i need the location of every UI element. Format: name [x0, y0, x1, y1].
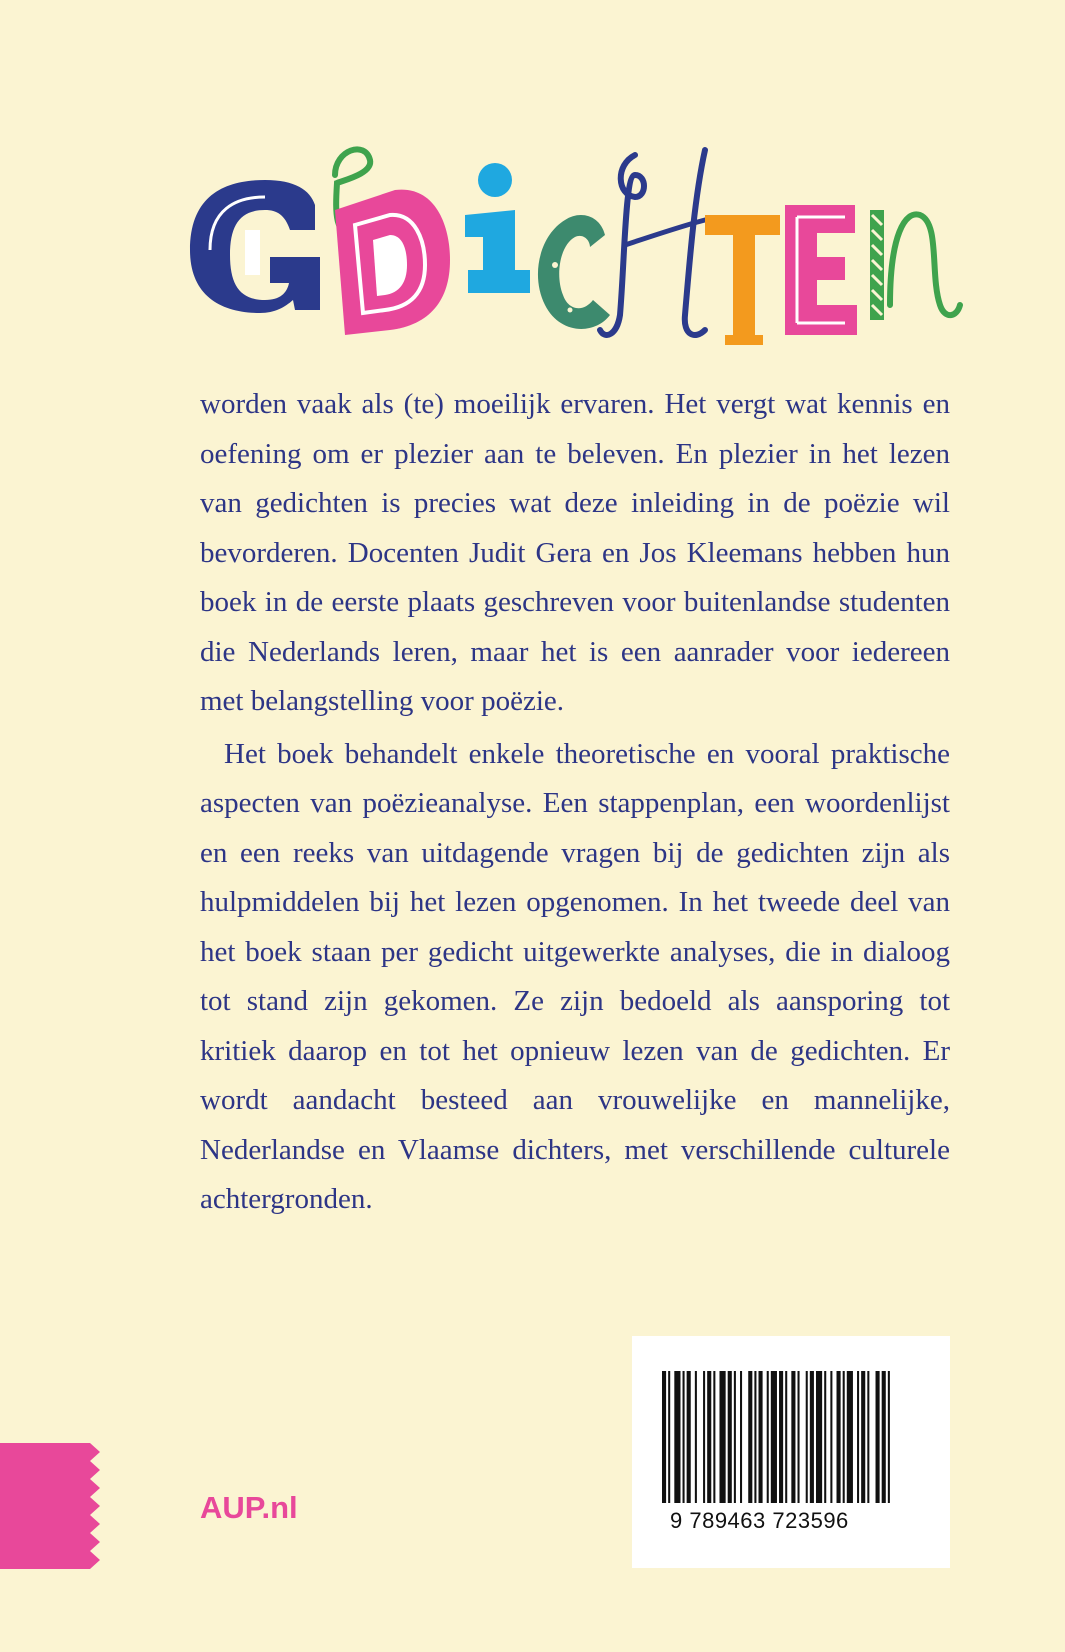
- barcode-bar: [740, 1371, 742, 1503]
- barcode-bar: [695, 1371, 697, 1503]
- barcode-bar: [847, 1371, 853, 1503]
- barcode-bar: [857, 1371, 859, 1503]
- barcode-bar: [713, 1371, 715, 1503]
- title-letter-n: [870, 210, 960, 320]
- barcode-bar: [674, 1371, 680, 1503]
- barcode-bar: [876, 1371, 880, 1503]
- barcode-bar: [771, 1371, 777, 1503]
- barcode-bar: [810, 1371, 814, 1503]
- publisher-url: AUP.nl: [200, 1490, 298, 1525]
- barcode-bar: [830, 1371, 832, 1503]
- barcode-bar: [758, 1371, 762, 1503]
- barcode-bar: [703, 1371, 705, 1503]
- barcode-bar: [728, 1371, 732, 1503]
- title-letter-h: [600, 150, 705, 335]
- title-letter-t: [705, 215, 780, 345]
- barcode-bar: [683, 1371, 685, 1503]
- blurb: [200, 380, 950, 1225]
- title-lettering-logo: [185, 135, 965, 365]
- barcode-bar: [754, 1371, 756, 1503]
- title-letter-d: [335, 190, 450, 335]
- barcode-bar: [662, 1371, 666, 1503]
- blurb-paragraph-1: worden vaak als (te) moeilijk ervaren. Het vergt wat kennis en oefening om er plezier aan te beleven. En plezier in het lezen van gedichten is precies wat deze inleiding in de poëzie wil bevorderen. Docenten Judit Gera en Jos Kleemans hebben hun boek in de eerste plaats geschreven voor buitenlandse studenten die Nederlands leren, maar het is een aanrader voor iedereen met belangstelling voor poëzie.: [200, 388, 950, 717]
- barcode-bar: [816, 1371, 822, 1503]
- barcode-bar: [861, 1371, 865, 1503]
- barcode-bar: [888, 1371, 890, 1503]
- barcode-bar: [882, 1371, 886, 1503]
- title-letter-e2: [785, 205, 857, 335]
- barcode-bar: [806, 1371, 808, 1503]
- barcode: [632, 1336, 950, 1568]
- barcode-bar: [791, 1371, 795, 1503]
- barcode-bar: [837, 1371, 841, 1503]
- barcode-bar: [668, 1371, 670, 1503]
- barcode-bar: [798, 1371, 800, 1503]
- pink-edge-tab: [0, 1443, 100, 1569]
- barcode-bar: [734, 1371, 736, 1503]
- title-letter-i: [465, 163, 530, 293]
- title-letter-c: [538, 215, 610, 329]
- barcode-bar: [748, 1371, 752, 1503]
- barcode-bar: [843, 1371, 845, 1503]
- barcode-bar: [867, 1371, 869, 1503]
- decorative-title: [185, 135, 965, 365]
- barcode-bar: [785, 1371, 787, 1503]
- barcode-bar: [767, 1371, 769, 1503]
- barcode-bar: [719, 1371, 725, 1503]
- isbn-number: 9 789463 723596: [670, 1508, 849, 1533]
- title-letter-g: [190, 180, 320, 313]
- barcode-bar: [687, 1371, 691, 1503]
- barcode-bar: [707, 1371, 711, 1503]
- barcode-bar: [779, 1371, 783, 1503]
- barcode-bars: [662, 1371, 894, 1503]
- blurb-paragraph-2: Het boek behandelt enkele theoretische en vooral praktische aspecten van poëzieanalyse. Een stappenplan, een woordenlijst en een reeks van uitdagende vragen bij de gedichten zijn als hulpmiddelen bij het lezen opgenomen. In het tweede deel van het boek staan per gedicht uitgewerkte analyses, die in dialoog tot stand zijn gekomen. Ze zijn bedoeld als aansporing tot kritiek daarop en tot het opnieuw lezen van de gedichten. Er wordt aandacht besteed aan vrouwelijke en mannelijke, Nederlandse en Vlaamse dichters, met verschillende culturele achtergronden.: [200, 737, 950, 1215]
- barcode-bar: [824, 1371, 826, 1503]
